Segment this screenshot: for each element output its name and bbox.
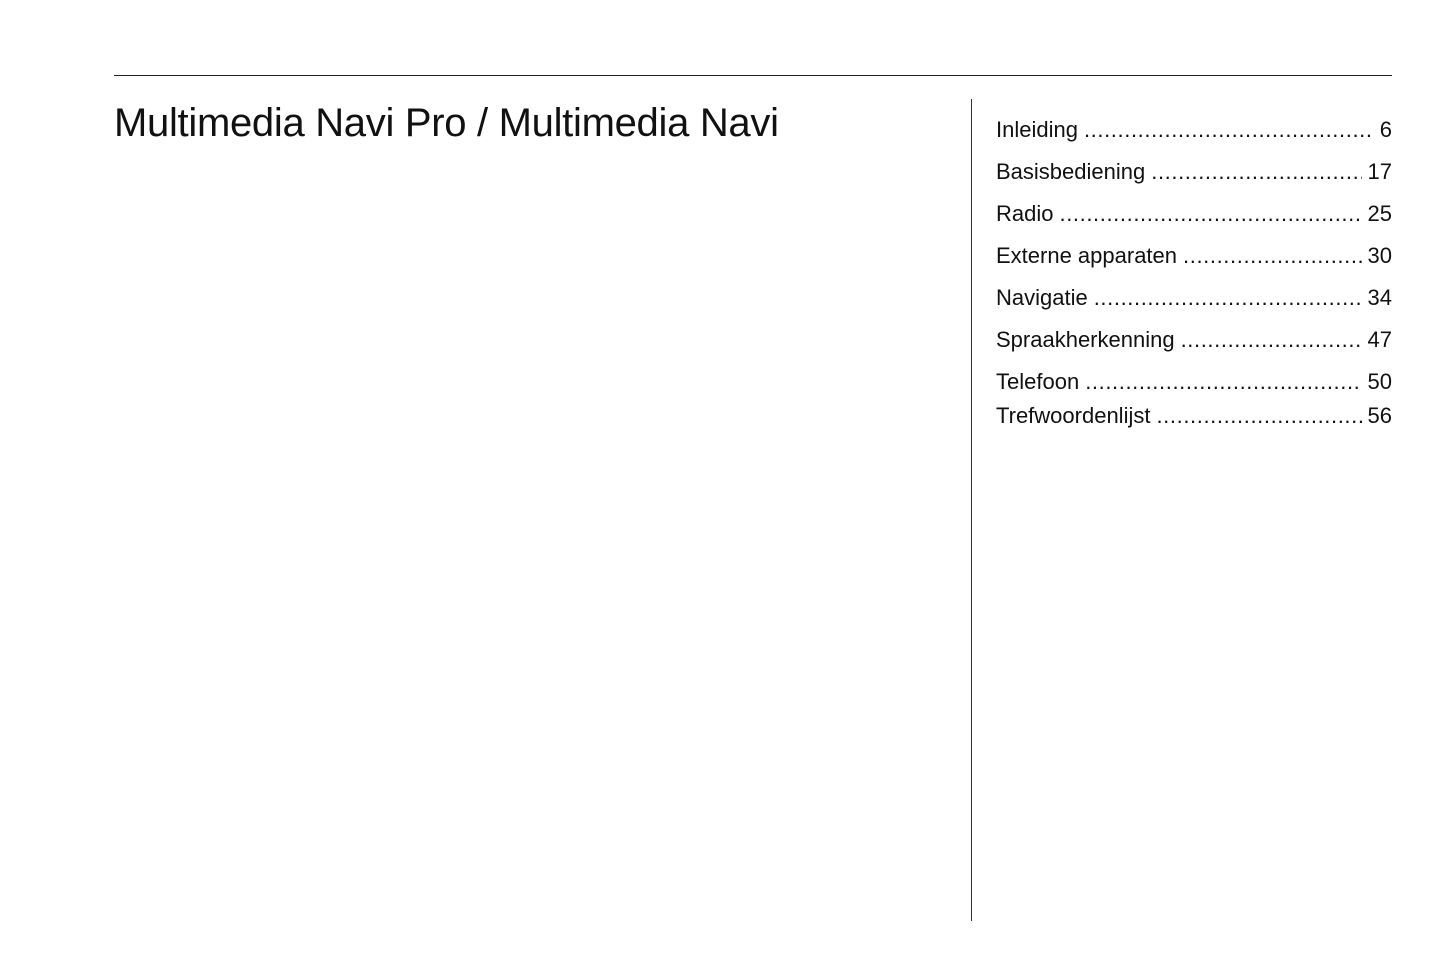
toc-entry-spraakherkenning[interactable] <box>996 323 1392 357</box>
toc-dot-leader <box>1151 155 1361 189</box>
toc-entry-label: Spraakherkenning <box>996 327 1175 352</box>
toc-entry-label: Telefoon <box>996 369 1080 394</box>
toc-entry-telefoon[interactable] <box>996 365 1392 399</box>
toc-entry-inleiding[interactable] <box>996 113 1392 147</box>
toc-dot-leader <box>1183 239 1361 273</box>
page-title: Multimedia Navi Pro / Multimedia Navi <box>114 101 779 145</box>
toc-entry-label: Navigatie <box>996 285 1088 310</box>
toc-entry-radio[interactable] <box>996 197 1392 231</box>
toc-page-number: 34 <box>1367 285 1392 310</box>
toc-entry-label: Basisbediening <box>996 159 1146 184</box>
column-divider <box>971 99 972 921</box>
toc-dot-leader <box>1085 365 1361 399</box>
toc-entry-label: Radio <box>996 201 1054 226</box>
toc-dot-leader <box>1094 281 1362 315</box>
table-of-contents <box>996 113 1392 433</box>
toc-page-number: 25 <box>1367 201 1392 226</box>
toc-page-number: 47 <box>1367 327 1392 352</box>
toc-entry-navigatie[interactable] <box>996 281 1392 315</box>
toc-entry-basisbediening[interactable] <box>996 155 1392 189</box>
toc-entry-externe-apparaten[interactable] <box>996 239 1392 273</box>
toc-dot-leader <box>1084 113 1374 147</box>
toc-dot-leader <box>1156 399 1361 433</box>
toc-entry-label: Trefwoordenlijst <box>996 403 1151 428</box>
toc-page-number: 6 <box>1379 117 1392 142</box>
toc-page-number: 50 <box>1367 369 1392 394</box>
toc-dot-leader <box>1059 197 1361 231</box>
toc-entry-label: Externe apparaten <box>996 243 1178 268</box>
toc-entry-label: Inleiding <box>996 117 1078 142</box>
toc-entry-trefwoordenlijst[interactable] <box>996 399 1392 433</box>
toc-page-number: 30 <box>1367 243 1392 268</box>
top-rule <box>114 75 1392 76</box>
toc-dot-leader <box>1181 323 1362 357</box>
toc-page-number: 56 <box>1367 403 1392 428</box>
toc-page-number: 17 <box>1367 159 1392 184</box>
